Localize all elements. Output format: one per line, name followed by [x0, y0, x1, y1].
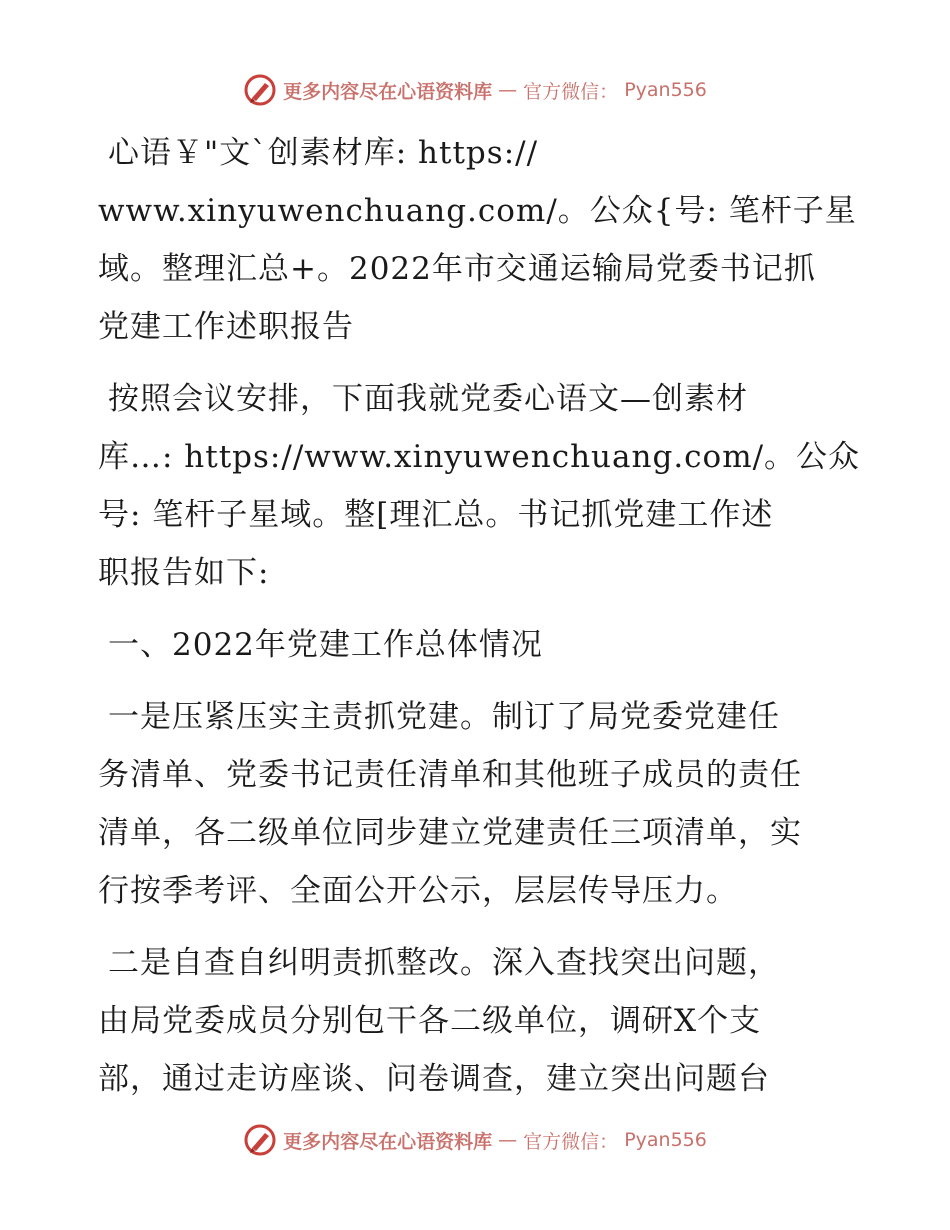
text-line: 职报告如下: [98, 555, 270, 591]
text-line: 一、2022年党建工作总体情况 [108, 627, 543, 663]
paragraph-intro [98, 370, 861, 602]
text-line: www.xinyuwenchuang.com/。公众{号: 笔杆子星 [98, 193, 857, 229]
text-line: 心语￥"文`创素材库: https:// [108, 135, 539, 171]
text-line: 务清单、党委书记责任清单和其他班子成员的责任 [98, 757, 802, 793]
banner-brand-text: 更多内容尽在心语资料库 [283, 1130, 493, 1153]
banner-wechat-label: 官方微信： [523, 1130, 619, 1153]
paragraph-point-one [98, 688, 858, 920]
banner-brand-text: 更多内容尽在心语资料库 [283, 80, 493, 103]
text-line: 按照会议安排，下面我就党委心语文—创素材 [108, 381, 748, 417]
paragraph-point-two [98, 934, 858, 1108]
paragraph-title [98, 124, 858, 356]
banner-wechat-id: Pyan556 [624, 79, 707, 101]
banner-wechat-id: Pyan556 [624, 1129, 707, 1151]
section-heading [98, 616, 858, 674]
document-body [98, 124, 861, 1122]
text-line: 由局党委成员分别包干各二级单位，调研X个支 [98, 1003, 762, 1039]
text-line: 党建工作述职报告 [98, 309, 354, 345]
banner-dash: — [498, 79, 518, 101]
pen-logo-icon [243, 73, 277, 107]
header-banner [0, 70, 950, 110]
text-line: 部，通过走访座谈、问卷调查，建立突出问题台 [98, 1061, 770, 1097]
text-line: 清单，各二级单位同步建立党建责任三项清单，实 [98, 815, 802, 851]
text-line: 域。整理汇总+。2022年市交通运输局党委书记抓 [98, 251, 816, 287]
footer-banner [0, 1120, 950, 1160]
text-line: 二是自查自纠明责抓整改。深入查找突出问题， [108, 945, 780, 981]
text-line: 一是压紧压实主责抓党建。制订了局党委党建任 [108, 699, 780, 735]
pen-logo-icon [243, 1123, 277, 1157]
banner-dash: — [498, 1129, 518, 1151]
banner-wechat-label: 官方微信： [523, 80, 619, 103]
text-line: 行按季考评、全面公开公示，层层传导压力。 [98, 873, 738, 909]
text-line: 号: 笔杆子星域。整[理汇总。书记抓党建工作述 [98, 497, 774, 533]
text-line: 库…: https://www.xinyuwenchuang.com/。公众 [98, 439, 861, 475]
